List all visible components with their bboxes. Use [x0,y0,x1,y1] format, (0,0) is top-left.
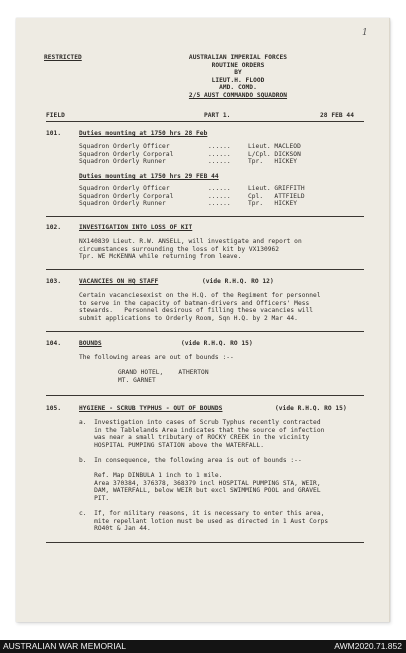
body-line: stewards. Personnel desirous of filling these vacancies will [79,307,314,315]
duty-role: Squadron Orderly Officer [79,185,170,192]
header-line-2: ROUTINE ORDERS [211,61,265,69]
item-reference: (vide R.H.Q. RO 15) [275,405,347,412]
order-date: 28 FEB 44 [320,112,354,119]
item-reference: (vide R.H.Q. RO 12) [202,278,274,285]
out-of-bounds-place: GRAND HOTEL, ATHERTON [118,369,209,376]
divider [46,395,364,396]
archive-name: AUSTRALIAN WAR MEMORIAL [3,641,126,651]
duty-person: Cpl. ATTFIELD [248,192,305,200]
item-number: 104. [46,340,62,347]
body-line: Area 370384, 376378, 368379 incl HOSPITAL PUMPING STA, WEIR, [79,479,321,487]
body-line: to serve in the capacity of batman-drivers and Officers' Mess [79,299,310,307]
duty-person: L/Cpl. DICKSON [248,150,301,158]
duty-person: Lieut. MACLEOD [248,143,301,150]
body-line: in the Tablelands Area indicates that the source of infection [79,426,325,434]
divider [46,269,364,270]
location-label: FIELD [46,112,65,119]
part-label: PART 1. [204,112,231,119]
item-reference: (vide R.H.Q. RO 15) [181,340,253,347]
item-heading: HYGIENE - SCRUB TYPHUS - OUT OF BOUNDS [79,405,223,412]
body-line: PIT. [79,494,110,502]
item-number: 102. [46,224,62,231]
item-heading: Duties mounting at 1750 hrs 28 Feb [79,130,208,137]
item-number: 105. [46,405,62,412]
duty-leader: ...... [208,143,231,150]
body-line: DAM, WATERFALL, below WEIR but excl SWIMMING POOL and GRAVEL [79,487,321,495]
divider [46,542,364,543]
divider [46,331,364,332]
duty-leader: ...... [208,185,231,192]
header-line-3: BY [234,69,242,77]
duty-person: Tpr. HICKEY [248,200,298,208]
item-number: 103. [46,278,62,285]
duty-leader: ...... [208,150,231,158]
body-line: was near a small tributary of ROCKY CREEK in the vicinity [79,434,310,442]
item-heading: Duties mounting at 1750 hrs 29 FEB 44 [79,173,219,180]
body-line: The following areas are out of bounds :-- [79,354,234,361]
body-line: Tpr. WE McKENNA while returning from leave. [79,253,242,261]
duty-role: Squadron Orderly Runner [79,158,166,166]
body-line: c. If, for military reasons, it is necessary to enter this area, [79,510,325,517]
duty-person: Lieut. GRIFFITH [248,185,305,192]
divider [46,216,364,217]
body-line: submit applications to Orderly Room, Sqn H.Q. by 2 Mar 44. [79,314,298,322]
header-line-6: 2/5 AUST COMMANDO SQUADRON [188,92,288,99]
body-line: a. Investigation into cases of Scrub Typhus recently contracted [79,419,321,426]
item-heading: VACANCIES ON HQ STAFF [79,278,159,285]
duty-role: Squadron Orderly Corporal [79,150,174,158]
duty-leader: ...... [208,158,231,166]
divider [46,121,364,122]
body-line: mite repellant lotion must be used as directed in 1 Aust Corps [79,517,329,525]
body-line: Ref. Map DINBULA 1 inch to 1 mile. [79,472,223,479]
duty-person: Tpr. HICKEY [248,158,298,166]
page-number-mark: 1 [362,28,368,38]
body-line: RO40t & Jan 44. [79,525,151,533]
item-number: 101. [46,130,62,137]
body-line: Certain vacanciesexist on the H.Q. of the Regiment for personnel [79,292,321,299]
header-line-1: AUSTRALIAN IMPERIAL FORCES [188,54,288,61]
duty-role: Squadron Orderly Runner [79,200,166,208]
header-line-5: AMD. COMD. [219,84,257,92]
duty-leader: ...... [208,192,231,200]
accession-number: AWM2020.71.852 [334,641,402,651]
classification-label: RESTRICTED [44,54,82,61]
header-line-4: LIEUT.H. FLOOD [211,76,265,84]
body-line: HOSPITAL PUMPING STATION above the WATERFALL. [79,441,264,449]
archive-footer [0,640,406,653]
item-heading: INVESTIGATION INTO LOSS OF KIT [79,224,193,231]
body-line: circumstances surrounding the loss of kit by VX130962 [79,245,280,253]
duty-leader: ...... [208,200,231,208]
body-line: NX140839 Lieut. R.W. ANSELL, will investigate and report on [79,238,302,245]
body-line: b. In consequence, the following area is out of bounds :-- [79,457,302,464]
item-heading: BOUNDS [79,340,102,347]
out-of-bounds-place: MT. GARNET [118,376,156,384]
duty-role: Squadron Orderly Officer [79,143,170,150]
duty-role: Squadron Orderly Corporal [79,192,174,200]
